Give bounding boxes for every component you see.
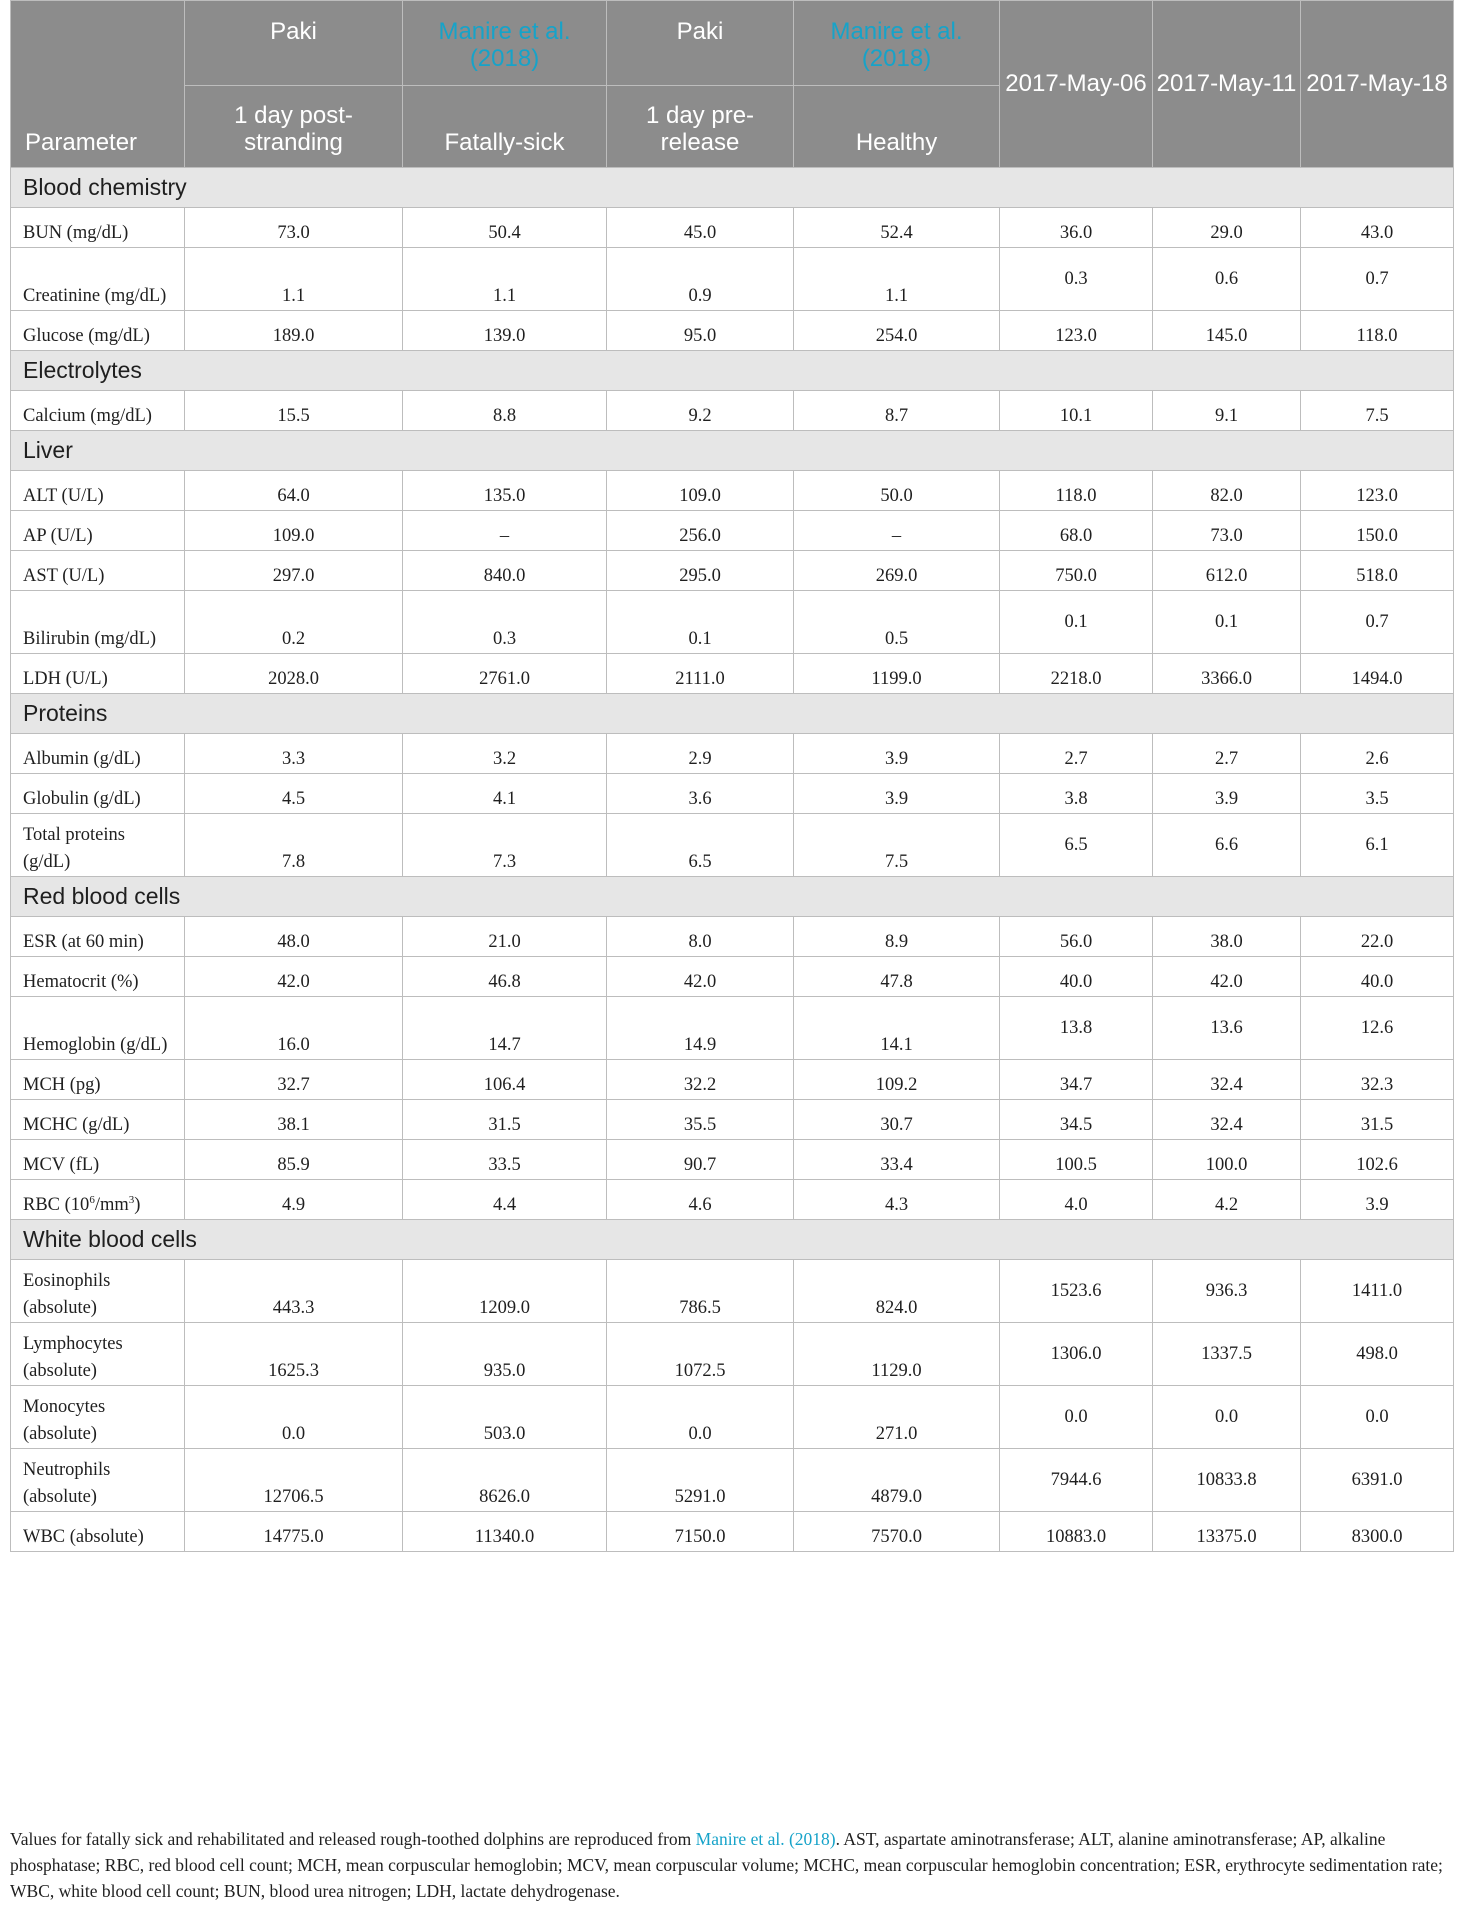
value-cell: 4.3: [794, 1180, 1000, 1220]
date-header-1: 2017-May-06: [1000, 1, 1153, 168]
value-cell: 33.5: [403, 1140, 607, 1180]
value-cell: 7.5: [794, 814, 1000, 877]
value-cell: 73.0: [1153, 511, 1301, 551]
table-row: [11, 917, 1454, 957]
value-cell: 9.1: [1153, 391, 1301, 431]
table-row: [11, 1260, 1454, 1323]
table-row: [11, 1323, 1454, 1386]
value-cell: 8.9: [794, 917, 1000, 957]
value-cell: 38.1: [185, 1100, 403, 1140]
value-cell: 68.0: [1000, 511, 1153, 551]
group-header-3: Paki: [607, 1, 794, 86]
value-cell: 1306.0: [1000, 1323, 1153, 1386]
value-cell: 935.0: [403, 1323, 607, 1386]
group-header-2-reference-link[interactable]: Manire et al. (2018): [403, 1, 607, 86]
table-row: [11, 208, 1454, 248]
value-cell: 3.3: [185, 734, 403, 774]
section-header-row: [11, 351, 1454, 391]
value-cell: 0.3: [403, 591, 607, 654]
table-row: [11, 1180, 1454, 1220]
value-cell: 42.0: [607, 957, 794, 997]
section-header-row: [11, 1220, 1454, 1260]
value-cell: 29.0: [1153, 208, 1301, 248]
value-cell: 150.0: [1301, 511, 1454, 551]
subgroup-header-3: 1 day pre-release: [607, 86, 794, 168]
parameter-name: Total proteins (g/dL): [11, 814, 185, 877]
value-cell: 30.7: [794, 1100, 1000, 1140]
value-cell: 0.3: [1000, 248, 1153, 311]
value-cell: 3.2: [403, 734, 607, 774]
value-cell: 269.0: [794, 551, 1000, 591]
table-row: [11, 734, 1454, 774]
value-cell: 4.9: [185, 1180, 403, 1220]
value-cell: 3.5: [1301, 774, 1454, 814]
parameter-name: Glucose (mg/dL): [11, 311, 185, 351]
parameter-name: Albumin (g/dL): [11, 734, 185, 774]
parameter-header: Parameter: [11, 1, 185, 168]
value-cell: 40.0: [1000, 957, 1153, 997]
value-cell: 73.0: [185, 208, 403, 248]
parameter-name: ESR (at 60 min): [11, 917, 185, 957]
value-cell: 14.7: [403, 997, 607, 1060]
table-footnote: [10, 1826, 1450, 1904]
table-row: [11, 471, 1454, 511]
value-cell: 0.0: [607, 1386, 794, 1449]
value-cell: 295.0: [607, 551, 794, 591]
value-cell: 256.0: [607, 511, 794, 551]
value-cell: 32.2: [607, 1060, 794, 1100]
table-body: [11, 168, 1454, 1552]
parameter-name: AP (U/L): [11, 511, 185, 551]
value-cell: 36.0: [1000, 208, 1153, 248]
value-cell: 7.5: [1301, 391, 1454, 431]
value-cell: 9.2: [607, 391, 794, 431]
table-row: [11, 511, 1454, 551]
value-cell: 6391.0: [1301, 1449, 1454, 1512]
value-cell: 2028.0: [185, 654, 403, 694]
value-cell: 118.0: [1301, 311, 1454, 351]
table-header: [11, 1, 1454, 168]
group-header-1: Paki: [185, 1, 403, 86]
value-cell: 15.5: [185, 391, 403, 431]
value-cell: 43.0: [1301, 208, 1454, 248]
value-cell: 3366.0: [1153, 654, 1301, 694]
parameter-name: BUN (mg/dL): [11, 208, 185, 248]
value-cell: 10.1: [1000, 391, 1153, 431]
value-cell: 12.6: [1301, 997, 1454, 1060]
table-row: [11, 1386, 1454, 1449]
value-cell: 0.1: [607, 591, 794, 654]
subgroup-header-4: Healthy: [794, 86, 1000, 168]
value-cell: 100.0: [1153, 1140, 1301, 1180]
value-cell: 503.0: [403, 1386, 607, 1449]
value-cell: 8.0: [607, 917, 794, 957]
value-cell: 0.1: [1153, 591, 1301, 654]
footnote-reference-link[interactable]: Manire et al. (2018): [695, 1829, 836, 1849]
value-cell: 0.9: [607, 248, 794, 311]
parameter-name: WBC (absolute): [11, 1512, 185, 1552]
table-row: [11, 248, 1454, 311]
date-header-3: 2017-May-18: [1301, 1, 1454, 168]
parameter-name: Neutrophils (absolute): [11, 1449, 185, 1512]
value-cell: 38.0: [1153, 917, 1301, 957]
parameter-name: Hemoglobin (g/dL): [11, 997, 185, 1060]
value-cell: 2218.0: [1000, 654, 1153, 694]
value-cell: 4879.0: [794, 1449, 1000, 1512]
parameter-name: Bilirubin (mg/dL): [11, 591, 185, 654]
footnote-text-after: . AST, aspartate aminotransferase; ALT, alanine aminotransferase; AP, alkaline phosphatase; RBC, red blood cell count; MCH, mean corpuscular hemoglobin; MCV, mean corpuscular volume; MCHC, mean corpuscular hemoglobin concentration; ESR, erythrocyte sedimentation rate; WBC, white blood cell count; BUN, blood urea nitrogen; LDH, lactate dehydrogenase.: [10, 1829, 1443, 1901]
value-cell: 2.6: [1301, 734, 1454, 774]
value-cell: 1129.0: [794, 1323, 1000, 1386]
value-cell: 3.9: [794, 734, 1000, 774]
value-cell: 4.5: [185, 774, 403, 814]
value-cell: 7944.6: [1000, 1449, 1153, 1512]
table-row: [11, 997, 1454, 1060]
table-row: [11, 654, 1454, 694]
value-cell: 1411.0: [1301, 1260, 1454, 1323]
section-title: Liver: [11, 431, 1454, 471]
value-cell: 48.0: [185, 917, 403, 957]
value-cell: 14775.0: [185, 1512, 403, 1552]
value-cell: 7.3: [403, 814, 607, 877]
value-cell: 1337.5: [1153, 1323, 1301, 1386]
value-cell: 1072.5: [607, 1323, 794, 1386]
value-cell: 3.8: [1000, 774, 1153, 814]
value-cell: 2.9: [607, 734, 794, 774]
parameter-name: MCH (pg): [11, 1060, 185, 1100]
value-cell: 31.5: [403, 1100, 607, 1140]
footnote-text-before: Values for fatally sick and rehabilitated and released rough-toothed dolphins are reproduced from: [10, 1829, 696, 1849]
value-cell: 32.4: [1153, 1060, 1301, 1100]
table-row: [11, 1512, 1454, 1552]
value-cell: 109.0: [185, 511, 403, 551]
section-title: Proteins: [11, 694, 1454, 734]
value-cell: 7570.0: [794, 1512, 1000, 1552]
value-cell: 824.0: [794, 1260, 1000, 1323]
value-cell: 0.7: [1301, 248, 1454, 311]
value-cell: 34.5: [1000, 1100, 1153, 1140]
parameter-name: Monocytes (absolute): [11, 1386, 185, 1449]
section-title: Red blood cells: [11, 877, 1454, 917]
value-cell: 7150.0: [607, 1512, 794, 1552]
value-cell: 100.5: [1000, 1140, 1153, 1180]
parameter-name: AST (U/L): [11, 551, 185, 591]
table-row: [11, 1100, 1454, 1140]
value-cell: 0.6: [1153, 248, 1301, 311]
value-cell: 443.3: [185, 1260, 403, 1323]
value-cell: 102.6: [1301, 1140, 1454, 1180]
value-cell: 8.7: [794, 391, 1000, 431]
value-cell: 0.0: [1000, 1386, 1153, 1449]
value-cell: 10833.8: [1153, 1449, 1301, 1512]
value-cell: –: [403, 511, 607, 551]
value-cell: 1199.0: [794, 654, 1000, 694]
value-cell: 32.3: [1301, 1060, 1454, 1100]
value-cell: 3.6: [607, 774, 794, 814]
value-cell: 0.0: [1301, 1386, 1454, 1449]
table-row: [11, 1140, 1454, 1180]
value-cell: 6.5: [1000, 814, 1153, 877]
value-cell: 7.8: [185, 814, 403, 877]
value-cell: 4.0: [1000, 1180, 1153, 1220]
value-cell: 4.1: [403, 774, 607, 814]
value-cell: 106.4: [403, 1060, 607, 1100]
table-row: [11, 591, 1454, 654]
parameter-name: Creatinine (mg/dL): [11, 248, 185, 311]
value-cell: 4.6: [607, 1180, 794, 1220]
table-row: [11, 391, 1454, 431]
value-cell: 22.0: [1301, 917, 1454, 957]
table-row: [11, 1060, 1454, 1100]
value-cell: 12706.5: [185, 1449, 403, 1512]
value-cell: 47.8: [794, 957, 1000, 997]
section-header-row: [11, 431, 1454, 471]
value-cell: 1.1: [185, 248, 403, 311]
section-title: Blood chemistry: [11, 168, 1454, 208]
value-cell: 95.0: [607, 311, 794, 351]
value-cell: 1.1: [794, 248, 1000, 311]
table-row: [11, 551, 1454, 591]
value-cell: 0.2: [185, 591, 403, 654]
value-cell: 64.0: [185, 471, 403, 511]
value-cell: 11340.0: [403, 1512, 607, 1552]
table-row: [11, 814, 1454, 877]
value-cell: 118.0: [1000, 471, 1153, 511]
value-cell: 8.8: [403, 391, 607, 431]
parameter-name-part: RBC (10: [23, 1195, 90, 1216]
value-cell: 3.9: [1153, 774, 1301, 814]
value-cell: 0.7: [1301, 591, 1454, 654]
value-cell: 13375.0: [1153, 1512, 1301, 1552]
date-header-2: 2017-May-11: [1153, 1, 1301, 168]
value-cell: 0.5: [794, 591, 1000, 654]
value-cell: 271.0: [794, 1386, 1000, 1449]
value-cell: 14.1: [794, 997, 1000, 1060]
value-cell: 498.0: [1301, 1323, 1454, 1386]
value-cell: 6.5: [607, 814, 794, 877]
value-cell: 936.3: [1153, 1260, 1301, 1323]
value-cell: 123.0: [1000, 311, 1153, 351]
subgroup-header-1: 1 day post-stranding: [185, 86, 403, 168]
value-cell: 254.0: [794, 311, 1000, 351]
value-cell: 786.5: [607, 1260, 794, 1323]
value-cell: 40.0: [1301, 957, 1454, 997]
value-cell: 3.9: [1301, 1180, 1454, 1220]
group-header-4-reference-link[interactable]: Manire et al. (2018): [794, 1, 1000, 86]
value-cell: 6.6: [1153, 814, 1301, 877]
table-row: [11, 311, 1454, 351]
parameter-name: Globulin (g/dL): [11, 774, 185, 814]
value-cell: 42.0: [1153, 957, 1301, 997]
value-cell: 6.1: [1301, 814, 1454, 877]
value-cell: 1494.0: [1301, 654, 1454, 694]
parameter-name: Hematocrit (%): [11, 957, 185, 997]
section-title: White blood cells: [11, 1220, 1454, 1260]
parameter-name-part: 3: [128, 1194, 135, 1207]
value-cell: 0.0: [185, 1386, 403, 1449]
value-cell: 13.8: [1000, 997, 1153, 1060]
value-cell: 2111.0: [607, 654, 794, 694]
value-cell: –: [794, 511, 1000, 551]
value-cell: 3.9: [794, 774, 1000, 814]
value-cell: 189.0: [185, 311, 403, 351]
value-cell: 0.1: [1000, 591, 1153, 654]
lab-results-table: [10, 0, 1454, 1552]
parameter-name: Eosinophils (absolute): [11, 1260, 185, 1323]
parameter-name: LDH (U/L): [11, 654, 185, 694]
value-cell: 139.0: [403, 311, 607, 351]
parameter-name-part: ): [134, 1195, 141, 1216]
value-cell: 52.4: [794, 208, 1000, 248]
parameter-name-part: 6: [89, 1194, 95, 1207]
value-cell: 1.1: [403, 248, 607, 311]
parameter-name-part: /mm: [94, 1195, 129, 1216]
value-cell: 33.4: [794, 1140, 1000, 1180]
value-cell: 5291.0: [607, 1449, 794, 1512]
value-cell: 32.7: [185, 1060, 403, 1100]
parameter-name: Calcium (mg/dL): [11, 391, 185, 431]
value-cell: 109.0: [607, 471, 794, 511]
value-cell: 85.9: [185, 1140, 403, 1180]
value-cell: 13.6: [1153, 997, 1301, 1060]
value-cell: 82.0: [1153, 471, 1301, 511]
value-cell: 123.0: [1301, 471, 1454, 511]
section-header-row: [11, 168, 1454, 208]
value-cell: 145.0: [1153, 311, 1301, 351]
value-cell: 50.0: [794, 471, 1000, 511]
value-cell: 2.7: [1153, 734, 1301, 774]
table-row: [11, 957, 1454, 997]
value-cell: 56.0: [1000, 917, 1153, 957]
value-cell: 2761.0: [403, 654, 607, 694]
table-row: [11, 774, 1454, 814]
value-cell: 8626.0: [403, 1449, 607, 1512]
value-cell: 90.7: [607, 1140, 794, 1180]
parameter-name: MCHC (g/dL): [11, 1100, 185, 1140]
table-row: [11, 1449, 1454, 1512]
value-cell: 297.0: [185, 551, 403, 591]
value-cell: 46.8: [403, 957, 607, 997]
value-cell: 10883.0: [1000, 1512, 1153, 1552]
value-cell: 4.4: [403, 1180, 607, 1220]
value-cell: 50.4: [403, 208, 607, 248]
value-cell: 8300.0: [1301, 1512, 1454, 1552]
value-cell: 1625.3: [185, 1323, 403, 1386]
section-title: Electrolytes: [11, 351, 1454, 391]
value-cell: 750.0: [1000, 551, 1153, 591]
parameter-name: [11, 1180, 185, 1220]
value-cell: 32.4: [1153, 1100, 1301, 1140]
value-cell: 16.0: [185, 997, 403, 1060]
subgroup-header-2: Fatally-sick: [403, 86, 607, 168]
value-cell: 14.9: [607, 997, 794, 1060]
parameter-name: Lymphocytes (absolute): [11, 1323, 185, 1386]
value-cell: 1209.0: [403, 1260, 607, 1323]
value-cell: 45.0: [607, 208, 794, 248]
parameter-name: MCV (fL): [11, 1140, 185, 1180]
value-cell: 21.0: [403, 917, 607, 957]
value-cell: 34.7: [1000, 1060, 1153, 1100]
value-cell: 135.0: [403, 471, 607, 511]
value-cell: 2.7: [1000, 734, 1153, 774]
parameter-name: ALT (U/L): [11, 471, 185, 511]
value-cell: 840.0: [403, 551, 607, 591]
value-cell: 109.2: [794, 1060, 1000, 1100]
value-cell: 518.0: [1301, 551, 1454, 591]
value-cell: 1523.6: [1000, 1260, 1153, 1323]
value-cell: 31.5: [1301, 1100, 1454, 1140]
section-header-row: [11, 877, 1454, 917]
value-cell: 0.0: [1153, 1386, 1301, 1449]
value-cell: 42.0: [185, 957, 403, 997]
value-cell: 4.2: [1153, 1180, 1301, 1220]
section-header-row: [11, 694, 1454, 734]
value-cell: 612.0: [1153, 551, 1301, 591]
value-cell: 35.5: [607, 1100, 794, 1140]
